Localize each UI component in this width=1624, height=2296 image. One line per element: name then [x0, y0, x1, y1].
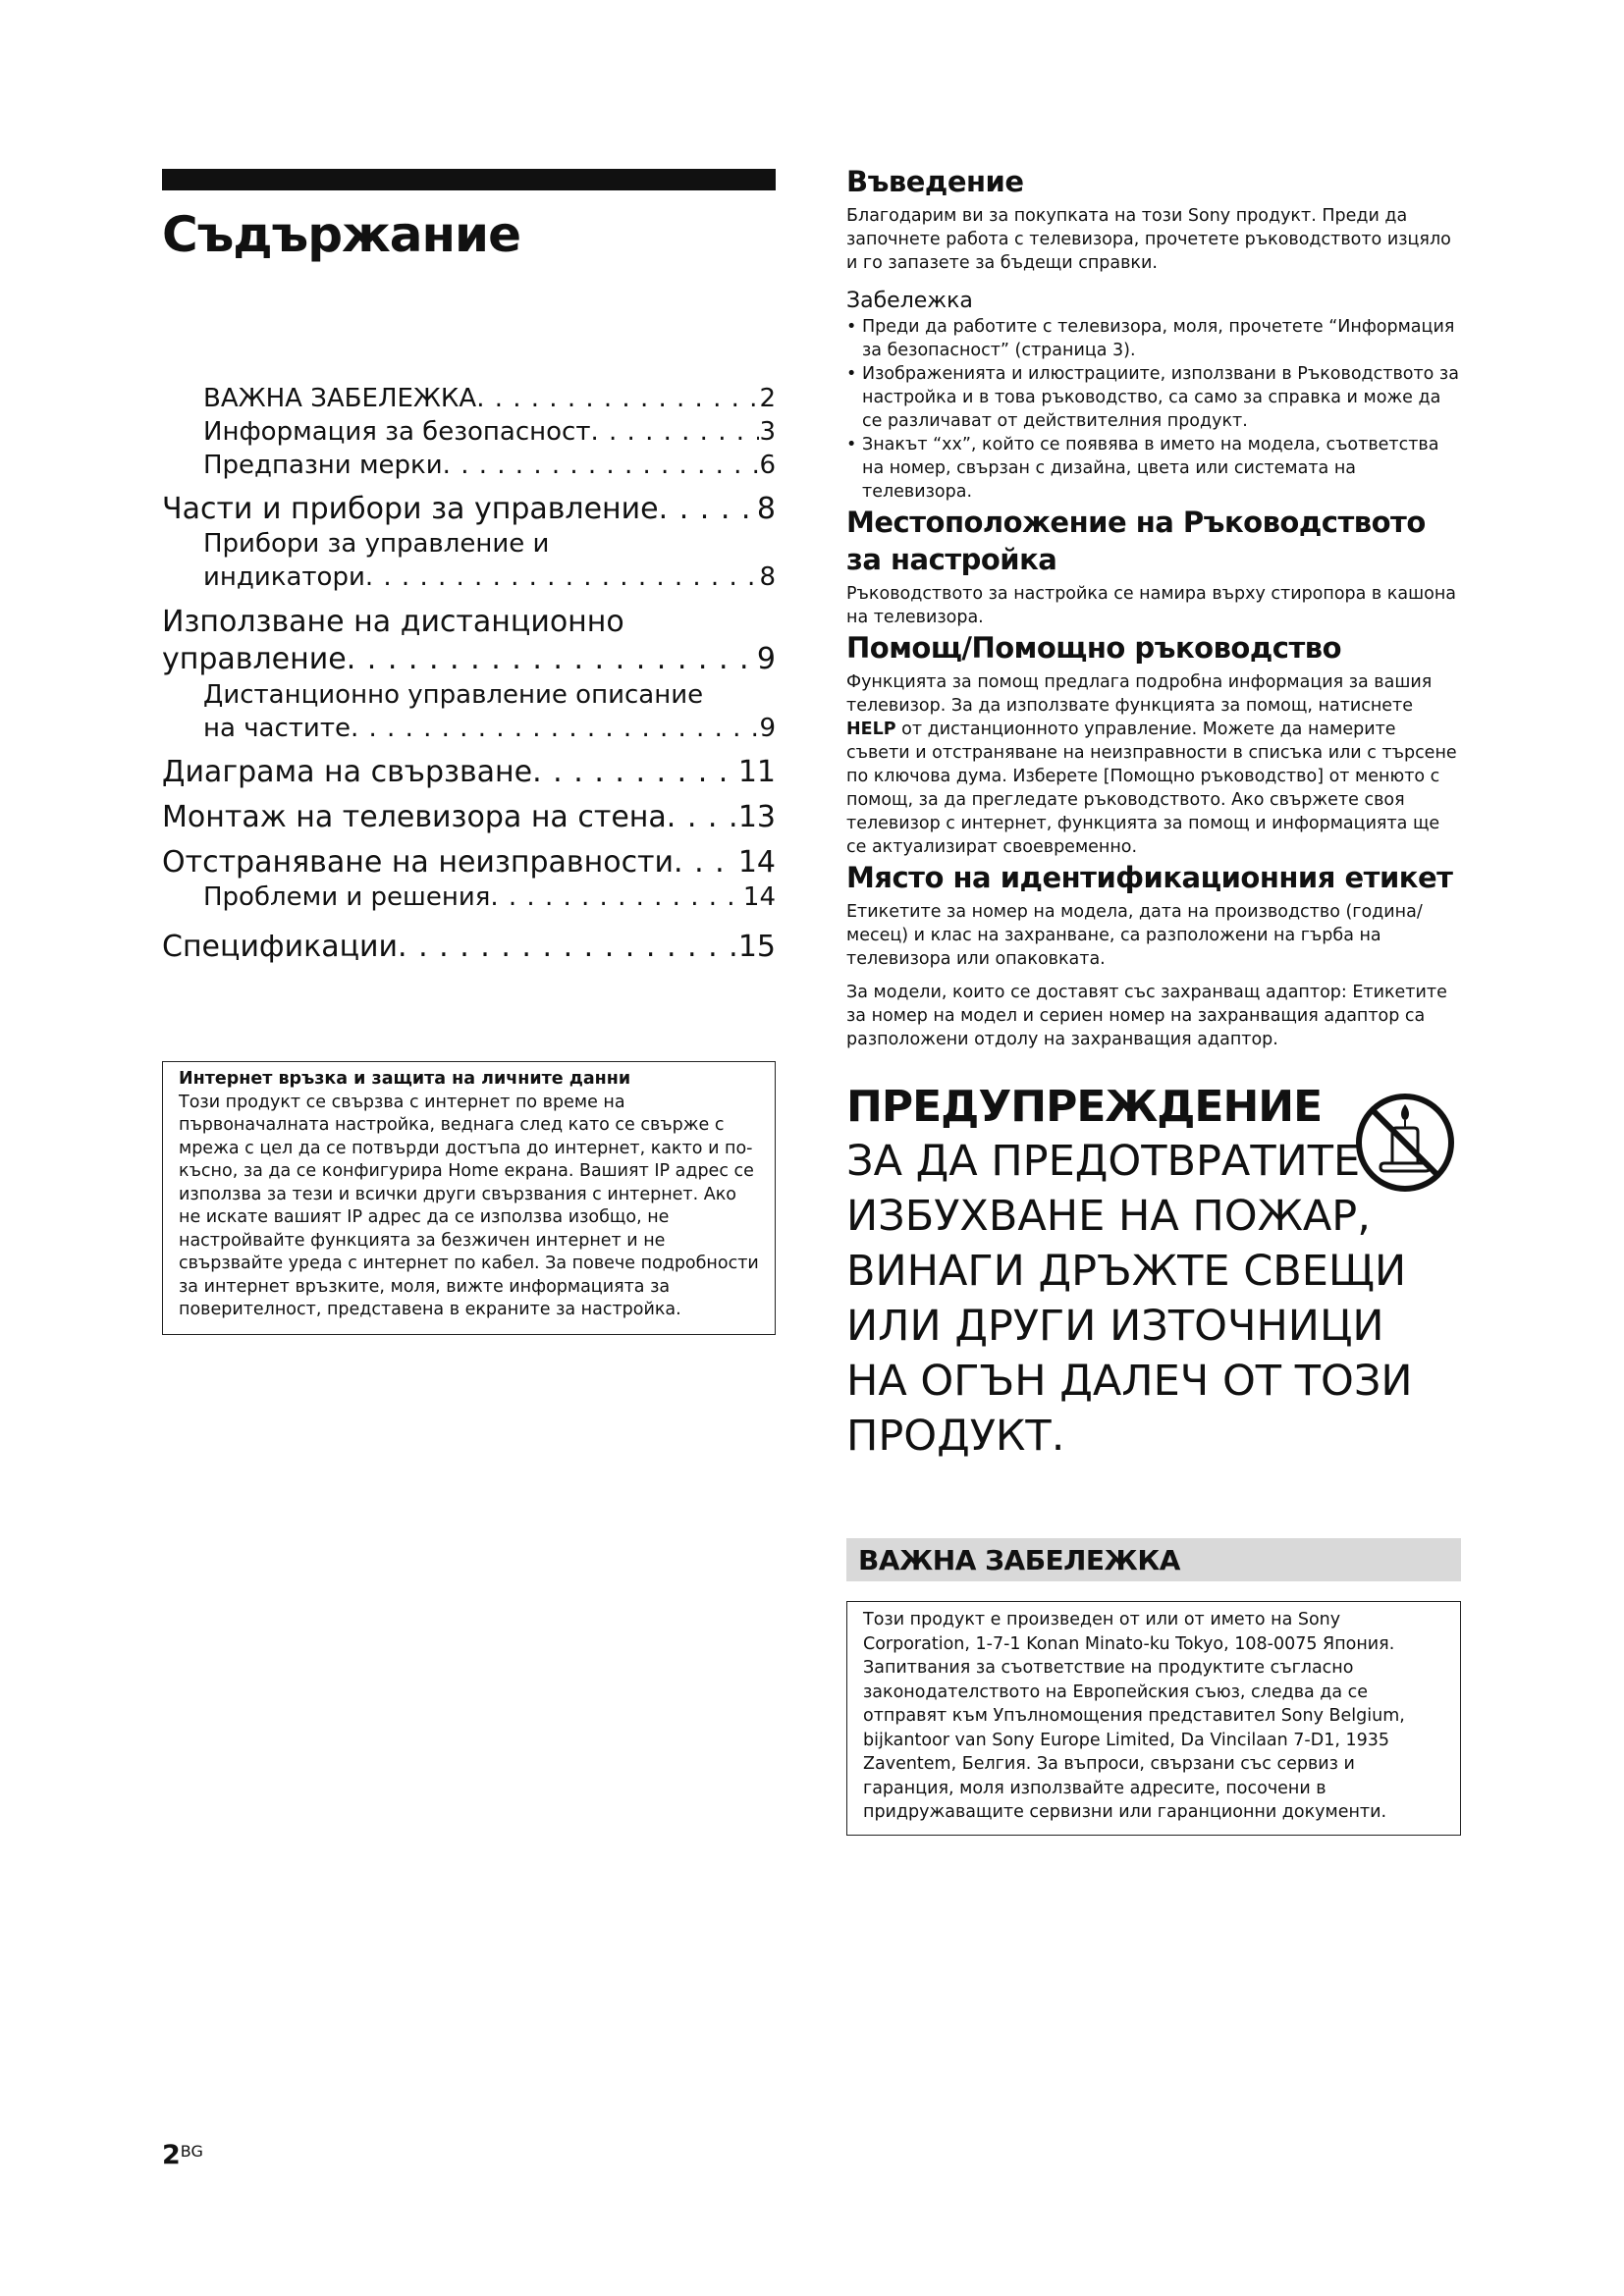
toc-entry-remote-parts[interactable]: Дистанционно управление описание на частите . . . 9	[162, 678, 776, 745]
list-item: • Изображенията и илюстрациите, използвани в Ръководството за настройка и в това ръководство, са само за справка и може да се различават от действителния продукт.	[846, 362, 1461, 433]
list-item: • Знакът “xx”, който се появява в името на модела, съответства на номер, свързан с дизайна, цвета или системата на телевизора.	[846, 433, 1461, 504]
toc-entry-troubleshooting[interactable]: Отстраняване на неизправности . . . 14	[162, 845, 776, 881]
toc-entry-precautions[interactable]: Предпазни мерки . . . 6	[162, 449, 776, 482]
note-list	[846, 315, 1461, 504]
important-notice-box	[846, 1601, 1461, 1836]
label-heading: Място на идентификационния етикет	[846, 861, 1453, 894]
intro-heading: Въведение	[846, 165, 1024, 198]
table-of-contents	[162, 382, 776, 965]
toc-entry-connection-diagram[interactable]: Диаграма на свързване . . . 11	[162, 755, 776, 790]
location-body: Ръководството за настройка се намира върху стиропора в кашона на телевизора.	[846, 584, 1456, 627]
right-column	[846, 163, 1461, 1836]
toc-entry-important-notice[interactable]: ВАЖНА ЗАБЕЛЕЖКА . . . 2	[162, 382, 776, 415]
toc-entry-parts-and-controls[interactable]: Части и прибори за управление . . . 8	[162, 492, 776, 527]
left-column	[162, 169, 776, 1335]
toc-entry-wall-mount[interactable]: Монтаж на телевизора на стена . . . 13	[162, 800, 776, 835]
note-heading: Забележка	[846, 289, 973, 313]
toc-entry-using-remote[interactable]: Използване на дистанционно управление . . . 9	[162, 604, 776, 678]
warning-title: ПРЕДУПРЕЖДЕНИЕ	[846, 1082, 1323, 1132]
important-notice-heading: ВАЖНА ЗАБЕЛЕЖКА	[858, 1544, 1180, 1576]
toc-entry-controls-indicators[interactable]: Прибори за управление и индикатори . . . 8	[162, 527, 776, 594]
no-candle-icon	[1353, 1091, 1457, 1195]
important-notice-body: Този продукт е произведен от или от името на Sony Corporation, 1-7-1 Konan Minato-ku Tokyo, 108-0075 Япония. Запитвания за съответствие на продуктите съгласно законодателството на Европейския съюз, следва да се отправят към Упълномощения представител Sony Belgium, bijkantoor van Sony Europe Limited, Da Vincilaan 7-D1, 1935 Zaventem, Белгия. За въпроси, свързани със сервиз и гаранция, моля използвайте адресите, посочени в придружаващите сервизни или гаранционни документи.	[863, 1610, 1405, 1822]
privacy-notice-body: Този продукт се свързва с интернет по време на първоначалната настройка, веднага след като се свърже с мрежа с цел да се потвърди достъпа до интернет, както и по-късно, за да се конфигурира Home екрана. Вашият IP адрес се използва за тези и всички други свързвания с интернет. Ако не искате вашият IP адрес да се използва изобщо, не настройвайте функцията за безжичен интернет и не свързвайте уреда с интернет по кабел. За повече подробности за интернет връзките, моля, вижте информацията за поверителност, представена в екраните за настройка.	[179, 1092, 759, 1319]
toc-entry-specifications[interactable]: Спецификации . . . 15	[162, 930, 776, 965]
privacy-notice-title: Интернет връзка и защита на личните данни	[179, 1069, 631, 1089]
page-title: Съдържание	[162, 206, 520, 263]
page-number: 2BG	[162, 2140, 203, 2170]
title-rule	[162, 169, 776, 190]
fire-warning	[846, 1081, 1461, 1464]
important-notice-bar	[846, 1538, 1461, 1581]
help-body: Функцията за помощ предлага подробна информация за вашия телевизор. За да използвате функцията за помощ, натиснете HELP от дистанционното управление. Можете да намерите съвети и отстраняване на неизправности в списъка или с търсене по ключова дума. Изберете [Помощно ръководство] от менюто с помощ, за да прегледате ръководството. Ако свържете своя телевизор с интернет, функцията за помощ и информацията ще се актуализират своевременно.	[846, 672, 1457, 857]
intro-body: Благодарим ви за покупката на този Sony продукт. Преди да започнете работа с телевизора, прочетете ръководството изцяло и го запазете за бъдещи справки.	[846, 206, 1451, 273]
location-heading: Местоположение на Ръководството за настройка	[846, 506, 1426, 576]
privacy-notice-box	[162, 1061, 776, 1335]
warning-text: ЗА ДА ПРЕДОТВРАТИТЕ ИЗБУХВАНЕ НА ПОЖАР, ВИНАГИ ДРЪЖТЕ СВЕЩИ ИЛИ ДРУГИ ИЗТОЧНИЦИ НА ОГЪН ДАЛЕЧ ОТ ТОЗИ ПРОДУКТ.	[846, 1137, 1413, 1461]
help-heading: Помощ/Помощно ръководство	[846, 631, 1342, 665]
toc-entry-safety-info[interactable]: Информация за безопасност . . . 3	[162, 415, 776, 449]
toc-entry-problems-solutions[interactable]: Проблеми и решения . . . 14	[162, 881, 776, 914]
label-body-2: За модели, които се доставят със захранващ адаптор: Етикетите за номер на модел и сериен номер на захранващия адаптор са разположени отдолу на захранващия адаптор.	[846, 983, 1447, 1049]
label-body-1: Етикетите за номер на модела, дата на производство (година/месец) и клас на захранване, са разположени на гърба на телевизора или опаковката.	[846, 902, 1423, 969]
help-key: HELP	[846, 720, 896, 739]
list-item: • Преди да работите с телевизора, моля, прочетете “Информация за безопасност” (страница 3).	[846, 315, 1461, 362]
